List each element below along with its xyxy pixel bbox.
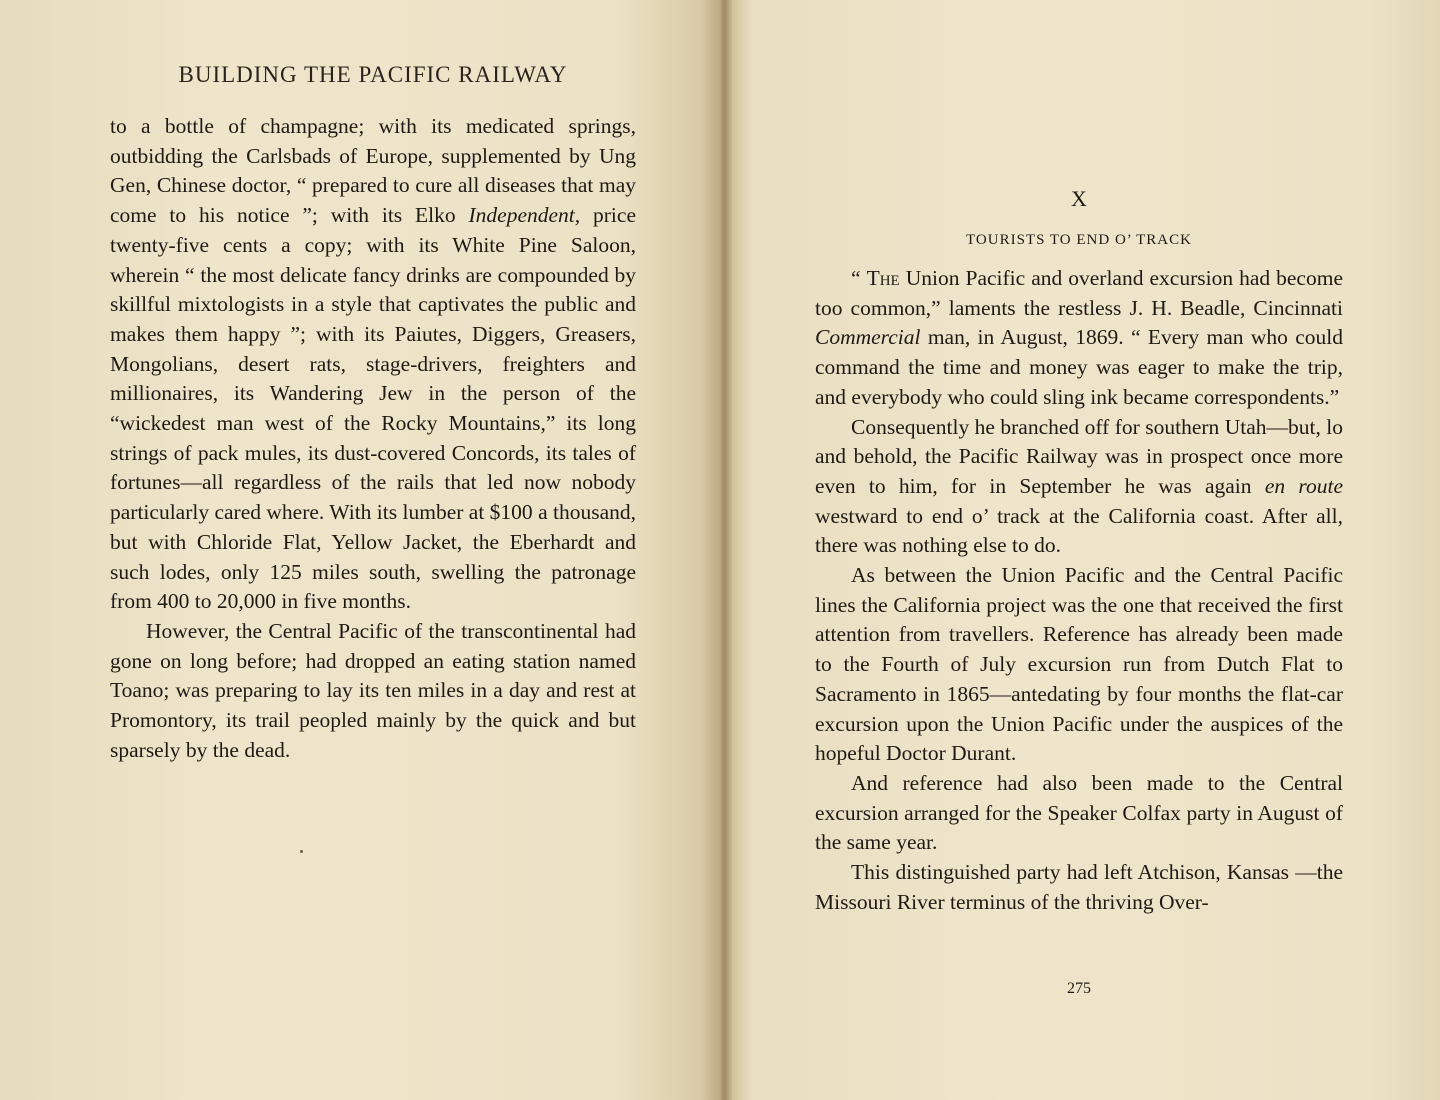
- right-page: [722, 0, 1440, 1100]
- running-head: BUILDING THE PACIFIC RAILWAY: [178, 62, 568, 87]
- paragraph-text: price twenty-five cents a copy; with its White Pine Saloon, wherein “ the most delicate fancy drinks are compounded by skillful mixtologists in a style that captivates the public and makes them happy ”; with its Paiutes, Diggers, Greasers, Mongolians, desert rats, stage-drivers, freighters and millionaires, its Wandering Jew in the person of the “wickedest man west of the Rocky Mountains,” its long strings of pack mules, its dust-covered Concords, its tales of fortunes—all regardless of the rails that led now nobody particularly cared where. With its lumber at $100 a thousand, but with Chloride Flat, Yellow Jacket, the Eberhardt and such lodes, only 125 miles south, swelling the patronage from 400 to 20,000 in five months.: [110, 203, 636, 614]
- italic-title: Commercial: [815, 325, 921, 350]
- paragraph: However, the Central Pacific of the transcontinental had gone on long before; had dropped an eating station named Toano; was preparing to lay its ten miles in a day and rest at Promontory, its trail peopled mainly by the quick and but sparsely by the dead.: [110, 618, 636, 762]
- lead-word: The: [866, 266, 900, 290]
- left-page-body: [110, 112, 636, 765]
- paragraph: As between the Union Pacific and the Central Pacific lines the California project was the one that received the first attention from travellers. Reference has already been made to the Fourth of July excursion run from Dutch Flat to Sacramento in 1865—antedating by four months the flat-car excursion upon the Union Pacific under the auspices of the hopeful Doctor Durant.: [815, 563, 1343, 766]
- chapter-number: X: [1071, 186, 1087, 211]
- paragraph-text: westward to end o’ track at the California coast. After all, there was nothing else to do.: [815, 503, 1343, 558]
- paragraph-text: Consequently he branched off for southern Utah—but, lo and behold, the Pacific Railway was in prospect once more even to him, for in September he was again: [815, 414, 1343, 498]
- paper-speck: [300, 850, 303, 853]
- paragraph: [815, 264, 1343, 413]
- book-gutter: [718, 0, 732, 1100]
- page-number: 275: [1067, 980, 1091, 997]
- paragraph-text: to a bottle of champagne; with its medicated springs, outbidding the Carlsbads of Europe, supplemented by Ung Gen, Chinese doctor, “ prepared to cure all diseases that may come to his notice ”; with its Elko: [110, 114, 636, 228]
- chapter-title: TOURISTS TO END O’ TRACK: [966, 232, 1192, 248]
- paragraph: And reference had also been made to the Central excursion arranged for the Speaker Colfax party in August of the same year.: [815, 770, 1343, 855]
- italic-title: Independent,: [468, 203, 581, 228]
- paragraph-text: man, in August, 1869. “ Every man who could command the time and money was eager to make the trip, and everybody who could sling ink became correspondents.”: [815, 325, 1343, 409]
- italic-phrase: en route: [1264, 473, 1343, 498]
- opening-quote: “: [851, 266, 867, 290]
- right-page-body: [815, 264, 1343, 917]
- paragraph: [110, 112, 636, 617]
- paragraph-text: Union Pacific and overland excursion had become too common,” laments the restless J. H. Beadle, Cincinnati: [815, 266, 1343, 320]
- paragraph: [815, 413, 1343, 562]
- paragraph: This distinguished party had left Atchison, Kansas —the Missouri River terminus of the thriving Over-: [815, 860, 1343, 914]
